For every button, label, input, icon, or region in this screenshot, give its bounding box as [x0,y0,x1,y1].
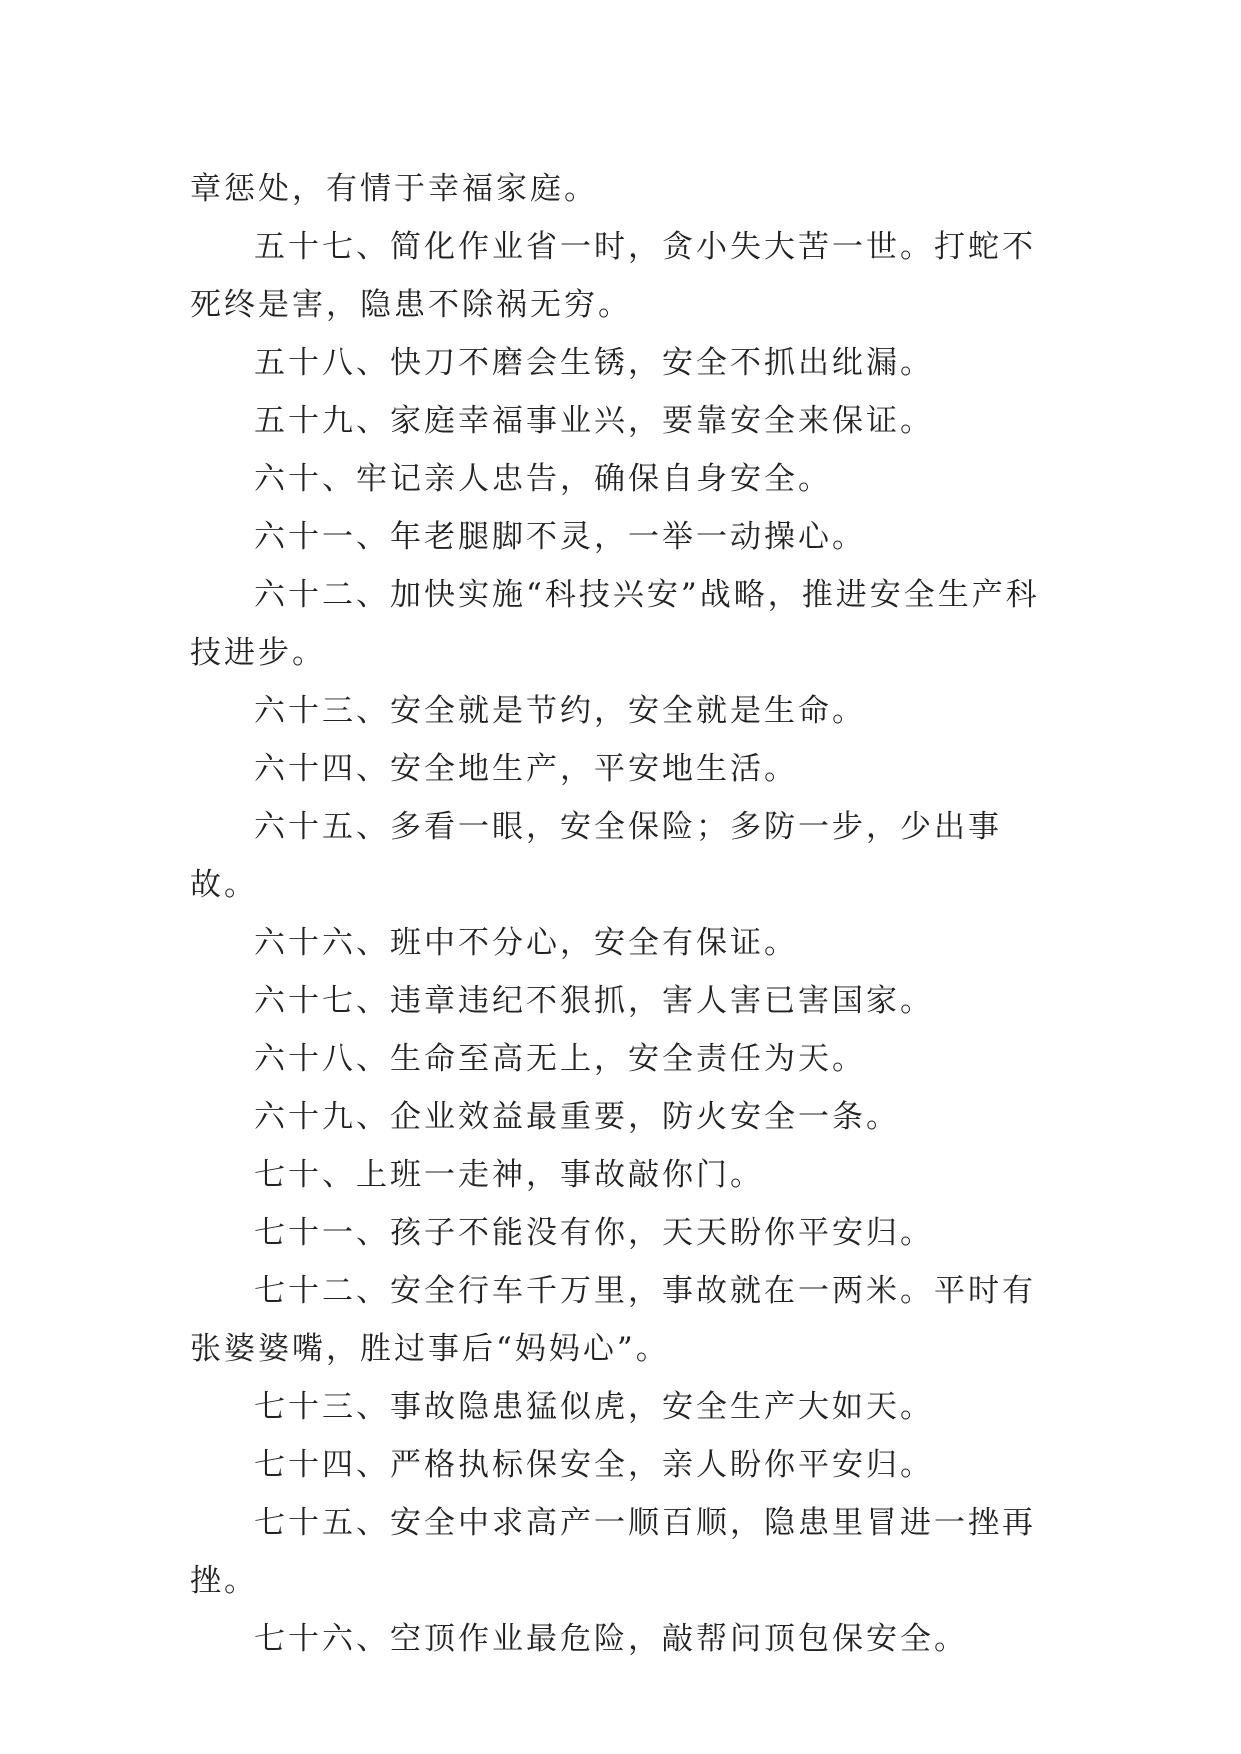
paragraph-62: 六十二、加快实施“科技兴安”战略，推进安全生产科技进步。 [190,577,1040,671]
paragraph-57: 五十七、简化作业省一时，贪小失大苦一世。打蛇不死终是害，隐患不除祸无穷。 [190,229,1036,323]
paragraph-73: 七十三、事故隐患猛似虎，安全生产大如天。 [254,1389,934,1425]
paragraph-70: 七十、上班一走神，事故敲你门。 [254,1157,764,1193]
paragraph-69: 六十九、企业效益最重要，防火安全一条。 [254,1099,900,1135]
paragraph-64: 六十四、安全地生产，平安地生活。 [254,751,798,787]
paragraph-60: 六十、牢记亲人忠告，确保自身安全。 [254,461,832,497]
paragraph-74: 七十四、严格执标保安全，亲人盼你平安归。 [254,1447,934,1483]
paragraph-61: 六十一、年老腿脚不灵，一举一动操心。 [254,519,866,555]
paragraph-68: 六十八、生命至高无上，安全责任为天。 [254,1041,866,1077]
paragraph-continuation: 章惩处，有情于幸福家庭。 [190,171,598,207]
paragraph-63: 六十三、安全就是节约，安全就是生命。 [254,693,866,729]
paragraph-58: 五十八、快刀不磨会生锈，安全不抓出纰漏。 [254,345,934,381]
paragraph-72: 七十二、安全行车千万里，事故就在一两米。平时有张婆婆嘴，胜过事后“妈妈心”。 [190,1273,1036,1367]
paragraph-75: 七十五、安全中求高产一顺百顺，隐患里冒进一挫再挫。 [190,1505,1036,1599]
document-body [190,160,1060,1668]
paragraph-66: 六十六、班中不分心，安全有保证。 [254,925,798,961]
paragraph-71: 七十一、孩子不能没有你，天天盼你平安归。 [254,1215,934,1251]
paragraph-59: 五十九、家庭幸福事业兴，要靠安全来保证。 [254,403,934,439]
paragraph-67: 六十七、违章违纪不狠抓，害人害已害国家。 [254,983,934,1019]
paragraph-76: 七十六、空顶作业最危险，敲帮问顶包保安全。 [254,1621,968,1657]
paragraph-65: 六十五、多看一眼，安全保险；多防一步，少出事故。 [190,809,1002,903]
